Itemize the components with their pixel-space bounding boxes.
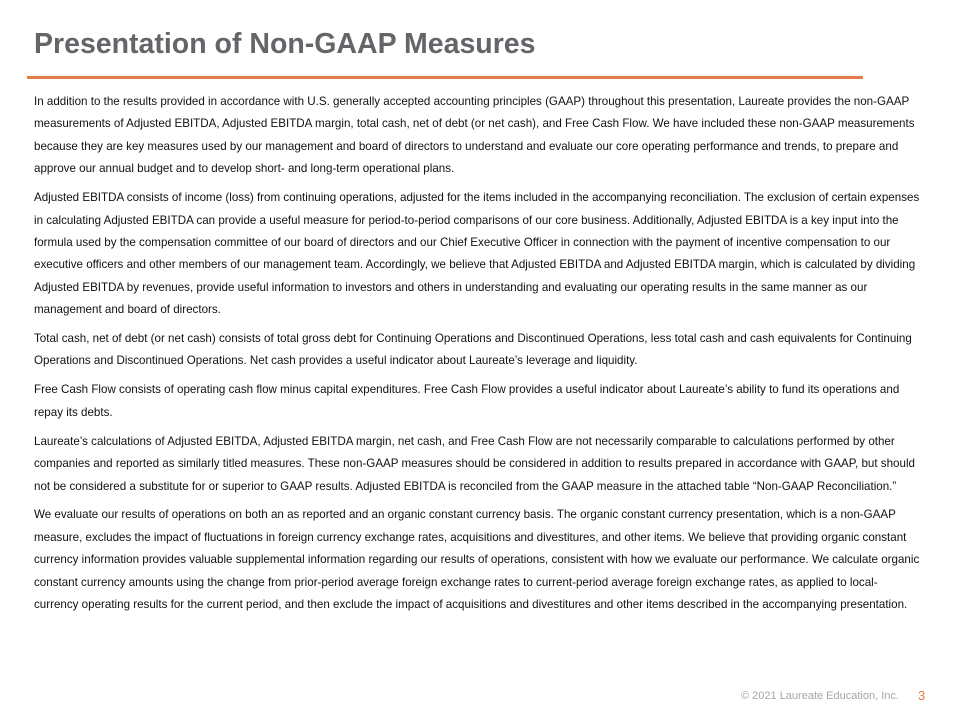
paragraph-adjusted-ebitda: Adjusted EBITDA consists of income (loss) from continuing operations, adjusted for the items included in the accompanying reconciliation. The exclusion of certain expenses in calculating Adjusted EBITDA can provide a useful measure for period-to-period comparisons of our core business. Additionally, Adjusted EBITDA is a key input into the formula used by the compensation committee of our board of directors and our Chief Executive Officer in connection with the payment of incentive compensation to our executive officers and other members of our management team. Accordingly, we believe that Adjusted EBITDA and Adjusted EBITDA margin, which is calculated by dividing Adjusted EBITDA by revenues, provide useful information to investors and others in understanding and evaluating our operating results in the same manner as our management and board of directors. [34, 191, 920, 317]
page-title: Presentation of Non-GAAP Measures [34, 28, 536, 60]
paragraph-organic-constant-currency: We evaluate our results of operations on both an as reported and an organic constant currency basis. The organic constant currency presentation, which is a non-GAAP measure, excludes the impact of fluctuations in foreign currency exchange rates, acquisitions and divestitures, and other items. We believe that providing organic constant currency information provides valuable supplemental information regarding our results of operations, consistent with how we evaluate our performance. We calculate organic constant currency amounts using the change from prior-period average foreign exchange rates to current-period average foreign exchange rates, as applied to local-currency operating results for the current period, and then exclude the impact of acquisitions and divestitures and other items described in the accompanying presentation. [34, 508, 920, 612]
paragraph-comparability: Laureate’s calculations of Adjusted EBITDA, Adjusted EBITDA margin, net cash, and Free Cash Flow are not necessarily comparable to calculations performed by other companies and reported as similarly titled measures. These non-GAAP measures should be considered in addition to results prepared in accordance with GAAP, but should not be considered a substitute for or superior to GAAP results. Adjusted EBITDA is reconciled from the GAAP measure in the attached table “Non-GAAP Reconciliation.” [34, 434, 915, 493]
body-text [34, 91, 920, 623]
paragraph-free-cash-flow: Free Cash Flow consists of operating cash flow minus capital expenditures. Free Cash Flow provides a useful indicator about Laureate’s ability to fund its operations and repay its debts. [34, 383, 900, 419]
page-number: 3 [918, 688, 926, 703]
paragraph-non-gaap-intro: In addition to the results provided in accordance with U.S. generally accepted accounting principles (GAAP) throughout this presentation, Laureate provides the non-GAAP measurements of Adjusted EBITDA, Adjusted EBITDA margin, total cash, net of debt (or net cash), and Free Cash Flow. We have included these non-GAAP measurements because they are key measures used by our management and board of directors to understand and evaluate our core operating performance and trends, to prepare and approve our annual budget and to develop short- and long-term operational plans. [34, 95, 915, 176]
footer-copyright: © 2021 Laureate Education, Inc. [741, 690, 899, 702]
title-divider [27, 76, 863, 79]
paragraph-net-cash: Total cash, net of debt (or net cash) consists of total gross debt for Continuing Operations and Discontinued Operations, less total cash and cash equivalents for Continuing Operations and Discontinued Operations. Net cash provides a useful indicator about Laureate’s leverage and liquidity. [34, 332, 912, 368]
